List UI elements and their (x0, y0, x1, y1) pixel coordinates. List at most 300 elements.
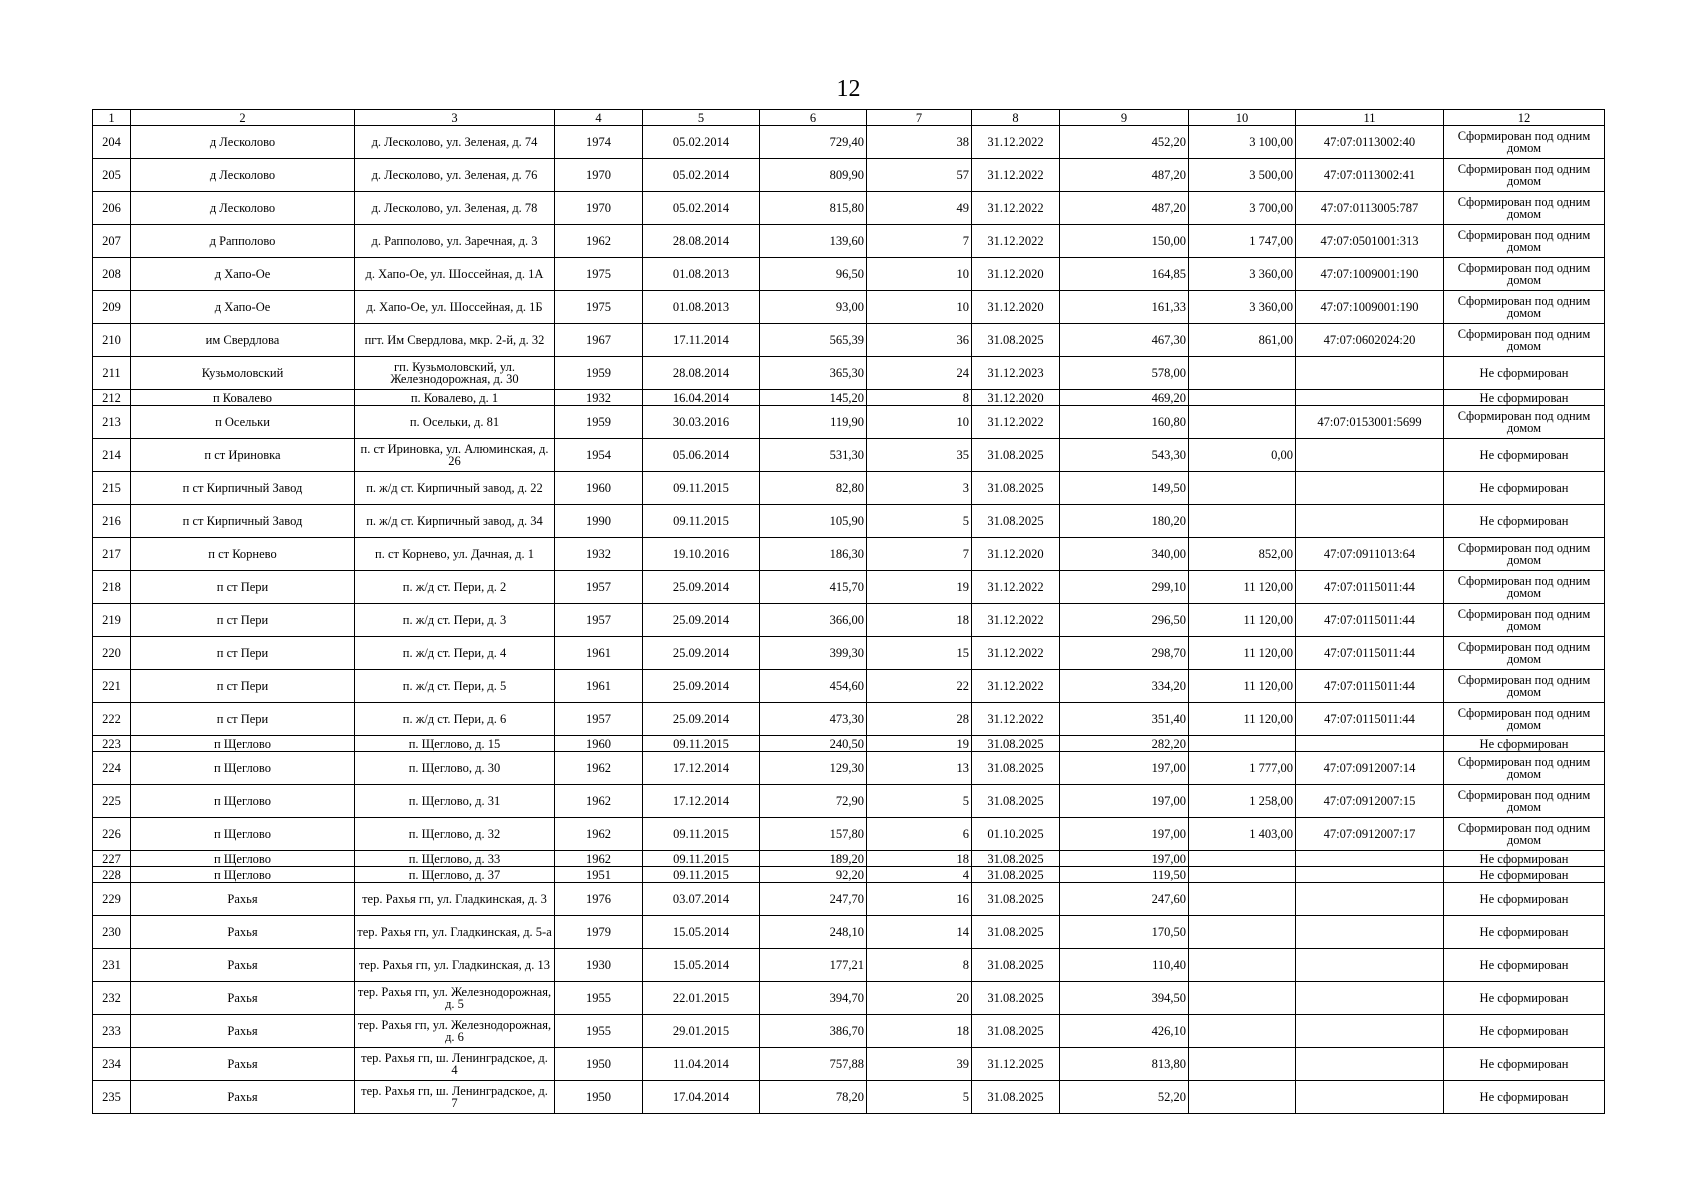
table-cell-col-12: Не сформирован (1444, 736, 1605, 752)
table-cell-col-4: 1959 (555, 406, 643, 439)
table-cell-col-5: 09.11.2015 (643, 867, 760, 883)
table-row (93, 538, 1605, 571)
table-cell-col-5: 25.09.2014 (643, 571, 760, 604)
table-cell-col-7: 5 (867, 505, 972, 538)
page-number: 12 (836, 76, 861, 102)
table-cell-col-4: 1950 (555, 1048, 643, 1081)
table-cell-col-9: 282,20 (1060, 736, 1189, 752)
table-cell-col-7: 38 (867, 126, 972, 159)
table-row (93, 637, 1605, 670)
column-number-7: 7 (867, 110, 972, 126)
table-cell-col-11: 47:07:1009001:190 (1296, 258, 1444, 291)
table-cell-col-12: Сформирован под одним домом (1444, 752, 1605, 785)
table-cell-col-7: 14 (867, 916, 972, 949)
table-cell-col-12: Сформирован под одним домом (1444, 192, 1605, 225)
table-cell-col-10: 3 360,00 (1189, 291, 1296, 324)
table-row (93, 439, 1605, 472)
table-cell-col-2: п Осельки (131, 406, 355, 439)
table-cell-col-1: 216 (93, 505, 131, 538)
table-cell-col-11 (1296, 1015, 1444, 1048)
table-cell-col-1: 230 (93, 916, 131, 949)
table-cell-col-3: тер. Рахья гп, ул. Гладкинская, д. 3 (355, 883, 555, 916)
table-cell-col-2: Кузьмоловский (131, 357, 355, 390)
table-cell-col-11 (1296, 439, 1444, 472)
table-cell-col-9: 578,00 (1060, 357, 1189, 390)
table-cell-col-8: 31.12.2020 (972, 390, 1060, 406)
table-cell-col-11: 47:07:0602024:20 (1296, 324, 1444, 357)
table-cell-col-8: 31.12.2022 (972, 703, 1060, 736)
table-cell-col-3: п. ст Ириновка, ул. Алюминская, д. 26 (355, 439, 555, 472)
table-cell-col-6: 531,30 (760, 439, 867, 472)
table-row (93, 703, 1605, 736)
table-cell-col-9: 110,40 (1060, 949, 1189, 982)
table-cell-col-6: 139,60 (760, 225, 867, 258)
table-cell-col-3: п. ж/д ст. Кирпичный завод, д. 34 (355, 505, 555, 538)
table-cell-col-10 (1189, 1015, 1296, 1048)
table-cell-col-12: Сформирован под одним домом (1444, 225, 1605, 258)
table-cell-col-9: 298,70 (1060, 637, 1189, 670)
column-number-row (93, 110, 1605, 126)
table-cell-col-1: 206 (93, 192, 131, 225)
table-cell-col-6: 248,10 (760, 916, 867, 949)
table-cell-col-3: п. Щеглово, д. 37 (355, 867, 555, 883)
table-cell-col-2: п ст Кирпичный Завод (131, 472, 355, 505)
table-cell-col-7: 57 (867, 159, 972, 192)
table-cell-col-6: 92,20 (760, 867, 867, 883)
table-cell-col-4: 1970 (555, 159, 643, 192)
table-cell-col-2: п Щеглово (131, 736, 355, 752)
table-row (93, 752, 1605, 785)
table-cell-col-7: 8 (867, 390, 972, 406)
table-cell-col-8: 31.08.2025 (972, 982, 1060, 1015)
table-cell-col-3: п. ж/д ст. Кирпичный завод, д. 22 (355, 472, 555, 505)
table-cell-col-12: Сформирован под одним домом (1444, 670, 1605, 703)
table-cell-col-7: 19 (867, 571, 972, 604)
table-cell-col-10 (1189, 1081, 1296, 1114)
table-cell-col-9: 160,80 (1060, 406, 1189, 439)
table-cell-col-9: 119,50 (1060, 867, 1189, 883)
table-row (93, 505, 1605, 538)
table-cell-col-2: д Рапполово (131, 225, 355, 258)
table-cell-col-10: 11 120,00 (1189, 571, 1296, 604)
table-cell-col-12: Сформирован под одним домом (1444, 159, 1605, 192)
table-cell-col-10: 0,00 (1189, 439, 1296, 472)
table-cell-col-7: 15 (867, 637, 972, 670)
table-cell-col-5: 09.11.2015 (643, 818, 760, 851)
table-cell-col-11 (1296, 357, 1444, 390)
table-cell-col-2: п ст Пери (131, 670, 355, 703)
table-cell-col-7: 24 (867, 357, 972, 390)
table-cell-col-4: 1955 (555, 982, 643, 1015)
table-cell-col-12: Не сформирован (1444, 949, 1605, 982)
table-cell-col-6: 757,88 (760, 1048, 867, 1081)
table-cell-col-5: 09.11.2015 (643, 472, 760, 505)
table-cell-col-10: 3 360,00 (1189, 258, 1296, 291)
table-cell-col-4: 1970 (555, 192, 643, 225)
table-cell-col-4: 1955 (555, 1015, 643, 1048)
table-cell-col-6: 145,20 (760, 390, 867, 406)
table-cell-col-12: Не сформирован (1444, 439, 1605, 472)
table-cell-col-8: 31.12.2020 (972, 538, 1060, 571)
table-cell-col-1: 228 (93, 867, 131, 883)
table-row (93, 324, 1605, 357)
column-number-10: 10 (1189, 110, 1296, 126)
table-cell-col-6: 809,90 (760, 159, 867, 192)
table-cell-col-8: 31.12.2022 (972, 159, 1060, 192)
table-cell-col-5: 09.11.2015 (643, 851, 760, 867)
table-cell-col-5: 17.12.2014 (643, 752, 760, 785)
table-cell-col-12: Сформирован под одним домом (1444, 785, 1605, 818)
table-cell-col-7: 39 (867, 1048, 972, 1081)
table-cell-col-6: 365,30 (760, 357, 867, 390)
table-cell-col-3: тер. Рахья гп, ш. Ленинградское, д. 4 (355, 1048, 555, 1081)
table-cell-col-7: 20 (867, 982, 972, 1015)
table-cell-col-9: 180,20 (1060, 505, 1189, 538)
table-cell-col-8: 31.12.2022 (972, 192, 1060, 225)
table-cell-col-1: 209 (93, 291, 131, 324)
table-cell-col-9: 487,20 (1060, 159, 1189, 192)
table-cell-col-8: 31.12.2022 (972, 604, 1060, 637)
table-cell-col-7: 35 (867, 439, 972, 472)
table-cell-col-5: 17.04.2014 (643, 1081, 760, 1114)
table-row (93, 670, 1605, 703)
table-cell-col-9: 197,00 (1060, 752, 1189, 785)
table-cell-col-12: Сформирован под одним домом (1444, 637, 1605, 670)
table-cell-col-10 (1189, 505, 1296, 538)
table-cell-col-3: п. Щеглово, д. 30 (355, 752, 555, 785)
table-cell-col-12: Сформирован под одним домом (1444, 604, 1605, 637)
table-cell-col-8: 31.08.2025 (972, 949, 1060, 982)
table-cell-col-4: 1962 (555, 818, 643, 851)
table-cell-col-1: 212 (93, 390, 131, 406)
table-cell-col-11: 47:07:0113002:41 (1296, 159, 1444, 192)
table-cell-col-12: Не сформирован (1444, 1015, 1605, 1048)
table-cell-col-1: 233 (93, 1015, 131, 1048)
table-cell-col-1: 219 (93, 604, 131, 637)
table-cell-col-3: д. Лесколово, ул. Зеленая, д. 78 (355, 192, 555, 225)
table-cell-col-2: п ст Пери (131, 637, 355, 670)
table-cell-col-10 (1189, 916, 1296, 949)
table-row (93, 192, 1605, 225)
table-row (93, 883, 1605, 916)
table-cell-col-4: 1950 (555, 1081, 643, 1114)
table-cell-col-9: 197,00 (1060, 818, 1189, 851)
table-cell-col-7: 7 (867, 225, 972, 258)
table-cell-col-12: Не сформирован (1444, 1048, 1605, 1081)
table-cell-col-2: п ст Корнево (131, 538, 355, 571)
table-cell-col-10 (1189, 883, 1296, 916)
table-cell-col-3: д. Хапо-Ое, ул. Шоссейная, д. 1Б (355, 291, 555, 324)
table-cell-col-12: Сформирован под одним домом (1444, 818, 1605, 851)
table-cell-col-12: Не сформирован (1444, 1081, 1605, 1114)
table-cell-col-4: 1990 (555, 505, 643, 538)
table-cell-col-6: 105,90 (760, 505, 867, 538)
table-cell-col-7: 5 (867, 1081, 972, 1114)
table-row (93, 357, 1605, 390)
table-cell-col-2: п Щеглово (131, 785, 355, 818)
table-cell-col-9: 296,50 (1060, 604, 1189, 637)
table-cell-col-9: 813,80 (1060, 1048, 1189, 1081)
table-cell-col-3: п. ж/д ст. Пери, д. 3 (355, 604, 555, 637)
table-cell-col-6: 129,30 (760, 752, 867, 785)
table-cell-col-4: 1930 (555, 949, 643, 982)
table-cell-col-8: 31.12.2022 (972, 670, 1060, 703)
table-cell-col-3: п. Щеглово, д. 33 (355, 851, 555, 867)
table-cell-col-4: 1960 (555, 472, 643, 505)
table-cell-col-9: 452,20 (1060, 126, 1189, 159)
table-cell-col-10 (1189, 472, 1296, 505)
table-cell-col-8: 31.08.2025 (972, 752, 1060, 785)
table-cell-col-1: 222 (93, 703, 131, 736)
table-cell-col-5: 03.07.2014 (643, 883, 760, 916)
table-cell-col-12: Сформирован под одним домом (1444, 258, 1605, 291)
table-row (93, 571, 1605, 604)
table-cell-col-5: 01.08.2013 (643, 291, 760, 324)
table-cell-col-2: п Щеглово (131, 752, 355, 785)
table-cell-col-4: 1957 (555, 571, 643, 604)
table-cell-col-8: 31.12.2020 (972, 258, 1060, 291)
table-cell-col-8: 31.12.2022 (972, 126, 1060, 159)
table-cell-col-4: 1979 (555, 916, 643, 949)
column-number-4: 4 (555, 110, 643, 126)
table-cell-col-7: 28 (867, 703, 972, 736)
table-cell-col-7: 6 (867, 818, 972, 851)
table-cell-col-5: 15.05.2014 (643, 949, 760, 982)
table-cell-col-7: 22 (867, 670, 972, 703)
table-cell-col-5: 28.08.2014 (643, 357, 760, 390)
table-cell-col-12: Сформирован под одним домом (1444, 703, 1605, 736)
table-row (93, 916, 1605, 949)
table-cell-col-8: 31.08.2025 (972, 867, 1060, 883)
table-cell-col-11: 47:07:0113005:787 (1296, 192, 1444, 225)
table-cell-col-6: 247,70 (760, 883, 867, 916)
table-cell-col-1: 232 (93, 982, 131, 1015)
table-cell-col-2: п Щеглово (131, 867, 355, 883)
table-cell-col-4: 1957 (555, 703, 643, 736)
table-cell-col-7: 7 (867, 538, 972, 571)
table-cell-col-4: 1962 (555, 785, 643, 818)
table-cell-col-9: 299,10 (1060, 571, 1189, 604)
table-cell-col-5: 17.12.2014 (643, 785, 760, 818)
table-cell-col-8: 31.08.2025 (972, 883, 1060, 916)
table-cell-col-2: Рахья (131, 982, 355, 1015)
table-cell-col-1: 205 (93, 159, 131, 192)
table-cell-col-4: 1961 (555, 670, 643, 703)
table-cell-col-5: 25.09.2014 (643, 637, 760, 670)
table-cell-col-2: Рахья (131, 1015, 355, 1048)
table-cell-col-11 (1296, 851, 1444, 867)
table-cell-col-9: 247,60 (1060, 883, 1189, 916)
table-cell-col-4: 1975 (555, 258, 643, 291)
table-cell-col-10 (1189, 736, 1296, 752)
table-cell-col-2: Рахья (131, 883, 355, 916)
table-cell-col-10 (1189, 390, 1296, 406)
table-cell-col-4: 1959 (555, 357, 643, 390)
table-cell-col-8: 31.12.2022 (972, 406, 1060, 439)
table-cell-col-6: 96,50 (760, 258, 867, 291)
table-cell-col-3: тер. Рахья гп, ш. Ленинградское, д. 7 (355, 1081, 555, 1114)
table-cell-col-4: 1954 (555, 439, 643, 472)
table-cell-col-11: 47:07:0115011:44 (1296, 604, 1444, 637)
table-cell-col-11 (1296, 916, 1444, 949)
table-cell-col-2: п ст Пери (131, 571, 355, 604)
table-cell-col-8: 31.12.2020 (972, 291, 1060, 324)
table-row (93, 406, 1605, 439)
table-row (93, 291, 1605, 324)
table-cell-col-5: 09.11.2015 (643, 736, 760, 752)
table-cell-col-1: 213 (93, 406, 131, 439)
table-cell-col-6: 186,30 (760, 538, 867, 571)
table-cell-col-6: 565,39 (760, 324, 867, 357)
column-number-2: 2 (131, 110, 355, 126)
table-row (93, 949, 1605, 982)
table-cell-col-3: тер. Рахья гп, ул. Железнодорожная, д. 6 (355, 1015, 555, 1048)
table-cell-col-12: Сформирован под одним домом (1444, 571, 1605, 604)
table-cell-col-1: 234 (93, 1048, 131, 1081)
table-cell-col-10 (1189, 982, 1296, 1015)
table-cell-col-1: 220 (93, 637, 131, 670)
table-cell-col-9: 487,20 (1060, 192, 1189, 225)
table-cell-col-8: 31.12.2022 (972, 225, 1060, 258)
table-cell-col-2: д Хапо-Ое (131, 258, 355, 291)
column-number-6: 6 (760, 110, 867, 126)
table-cell-col-3: п. Щеглово, д. 31 (355, 785, 555, 818)
table-cell-col-8: 31.08.2025 (972, 851, 1060, 867)
table-cell-col-6: 82,80 (760, 472, 867, 505)
table-cell-col-3: д. Хапо-Ое, ул. Шоссейная, д. 1А (355, 258, 555, 291)
table-row (93, 851, 1605, 867)
table-row (93, 818, 1605, 851)
table-cell-col-11: 47:07:0912007:15 (1296, 785, 1444, 818)
table-cell-col-5: 25.09.2014 (643, 703, 760, 736)
table-cell-col-11: 47:07:0115011:44 (1296, 637, 1444, 670)
table-cell-col-5: 25.09.2014 (643, 670, 760, 703)
table-cell-col-3: тер. Рахья гп, ул. Гладкинская, д. 5-а (355, 916, 555, 949)
table-cell-col-3: п. ж/д ст. Пери, д. 6 (355, 703, 555, 736)
table-cell-col-1: 231 (93, 949, 131, 982)
table-cell-col-8: 31.08.2025 (972, 324, 1060, 357)
table-cell-col-7: 10 (867, 406, 972, 439)
table-cell-col-9: 334,20 (1060, 670, 1189, 703)
table-cell-col-9: 150,00 (1060, 225, 1189, 258)
table-cell-col-10 (1189, 357, 1296, 390)
table-cell-col-3: гп. Кузьмоловский, ул. Железнодорожная, д. 30 (355, 357, 555, 390)
table-row (93, 1081, 1605, 1114)
table-cell-col-1: 235 (93, 1081, 131, 1114)
table-cell-col-9: 161,33 (1060, 291, 1189, 324)
table-row (93, 1048, 1605, 1081)
table-cell-col-5: 05.06.2014 (643, 439, 760, 472)
table-cell-col-9: 426,10 (1060, 1015, 1189, 1048)
table-cell-col-6: 386,70 (760, 1015, 867, 1048)
table-cell-col-5: 05.02.2014 (643, 159, 760, 192)
table-cell-col-11 (1296, 883, 1444, 916)
table-cell-col-11: 47:07:0153001:5699 (1296, 406, 1444, 439)
table-cell-col-11 (1296, 472, 1444, 505)
table-cell-col-8: 31.08.2025 (972, 439, 1060, 472)
table-cell-col-5: 05.02.2014 (643, 126, 760, 159)
table-cell-col-2: п ст Пери (131, 703, 355, 736)
table-cell-col-10: 11 120,00 (1189, 670, 1296, 703)
column-number-8: 8 (972, 110, 1060, 126)
table-cell-col-3: д. Лесколово, ул. Зеленая, д. 74 (355, 126, 555, 159)
table-cell-col-11: 47:07:0115011:44 (1296, 571, 1444, 604)
table-cell-col-1: 224 (93, 752, 131, 785)
table-cell-col-3: п. ж/д ст. Пери, д. 5 (355, 670, 555, 703)
table-cell-col-9: 351,40 (1060, 703, 1189, 736)
table-cell-col-8: 31.08.2025 (972, 736, 1060, 752)
table-cell-col-8: 31.08.2025 (972, 916, 1060, 949)
table-cell-col-11 (1296, 982, 1444, 1015)
table-cell-col-9: 197,00 (1060, 851, 1189, 867)
column-number-3: 3 (355, 110, 555, 126)
table-cell-col-11: 47:07:0912007:14 (1296, 752, 1444, 785)
table-cell-col-8: 31.08.2025 (972, 472, 1060, 505)
table-cell-col-4: 1962 (555, 225, 643, 258)
table-cell-col-5: 05.02.2014 (643, 192, 760, 225)
table-cell-col-11: 47:07:0113002:40 (1296, 126, 1444, 159)
table-cell-col-12: Не сформирован (1444, 390, 1605, 406)
table-cell-col-9: 340,00 (1060, 538, 1189, 571)
table-cell-col-10 (1189, 851, 1296, 867)
table-row (93, 390, 1605, 406)
table-cell-col-5: 28.08.2014 (643, 225, 760, 258)
table-cell-col-6: 454,60 (760, 670, 867, 703)
table-cell-col-2: п ст Кирпичный Завод (131, 505, 355, 538)
table-cell-col-11: 47:07:0911013:64 (1296, 538, 1444, 571)
table-cell-col-7: 18 (867, 1015, 972, 1048)
table-cell-col-1: 214 (93, 439, 131, 472)
table-cell-col-4: 1932 (555, 390, 643, 406)
table-cell-col-6: 240,50 (760, 736, 867, 752)
table-cell-col-12: Не сформирован (1444, 916, 1605, 949)
table-cell-col-1: 218 (93, 571, 131, 604)
table-cell-col-6: 729,40 (760, 126, 867, 159)
table-cell-col-6: 93,00 (760, 291, 867, 324)
table-cell-col-11: 47:07:0115011:44 (1296, 703, 1444, 736)
table-cell-col-11 (1296, 949, 1444, 982)
table-cell-col-1: 229 (93, 883, 131, 916)
table-cell-col-7: 4 (867, 867, 972, 883)
table-cell-col-2: п Щеглово (131, 818, 355, 851)
table-cell-col-10: 11 120,00 (1189, 703, 1296, 736)
table-cell-col-7: 36 (867, 324, 972, 357)
table-row (93, 785, 1605, 818)
table-cell-col-1: 217 (93, 538, 131, 571)
table-cell-col-1: 210 (93, 324, 131, 357)
table-cell-col-5: 16.04.2014 (643, 390, 760, 406)
table-cell-col-9: 149,50 (1060, 472, 1189, 505)
table-cell-col-9: 197,00 (1060, 785, 1189, 818)
table-cell-col-1: 223 (93, 736, 131, 752)
table-cell-col-3: п. Щеглово, д. 32 (355, 818, 555, 851)
table-cell-col-9: 543,30 (1060, 439, 1189, 472)
table-cell-col-8: 31.08.2025 (972, 1015, 1060, 1048)
table-cell-col-2: п ст Ириновка (131, 439, 355, 472)
table-cell-col-12: Не сформирован (1444, 505, 1605, 538)
table-cell-col-5: 11.04.2014 (643, 1048, 760, 1081)
table-cell-col-9: 469,20 (1060, 390, 1189, 406)
table-cell-col-4: 1974 (555, 126, 643, 159)
table-cell-col-7: 16 (867, 883, 972, 916)
table-cell-col-6: 394,70 (760, 982, 867, 1015)
table-cell-col-2: д Хапо-Ое (131, 291, 355, 324)
table-cell-col-6: 157,80 (760, 818, 867, 851)
table-cell-col-11 (1296, 736, 1444, 752)
table-cell-col-6: 399,30 (760, 637, 867, 670)
table-cell-col-7: 19 (867, 736, 972, 752)
table-row (93, 867, 1605, 883)
